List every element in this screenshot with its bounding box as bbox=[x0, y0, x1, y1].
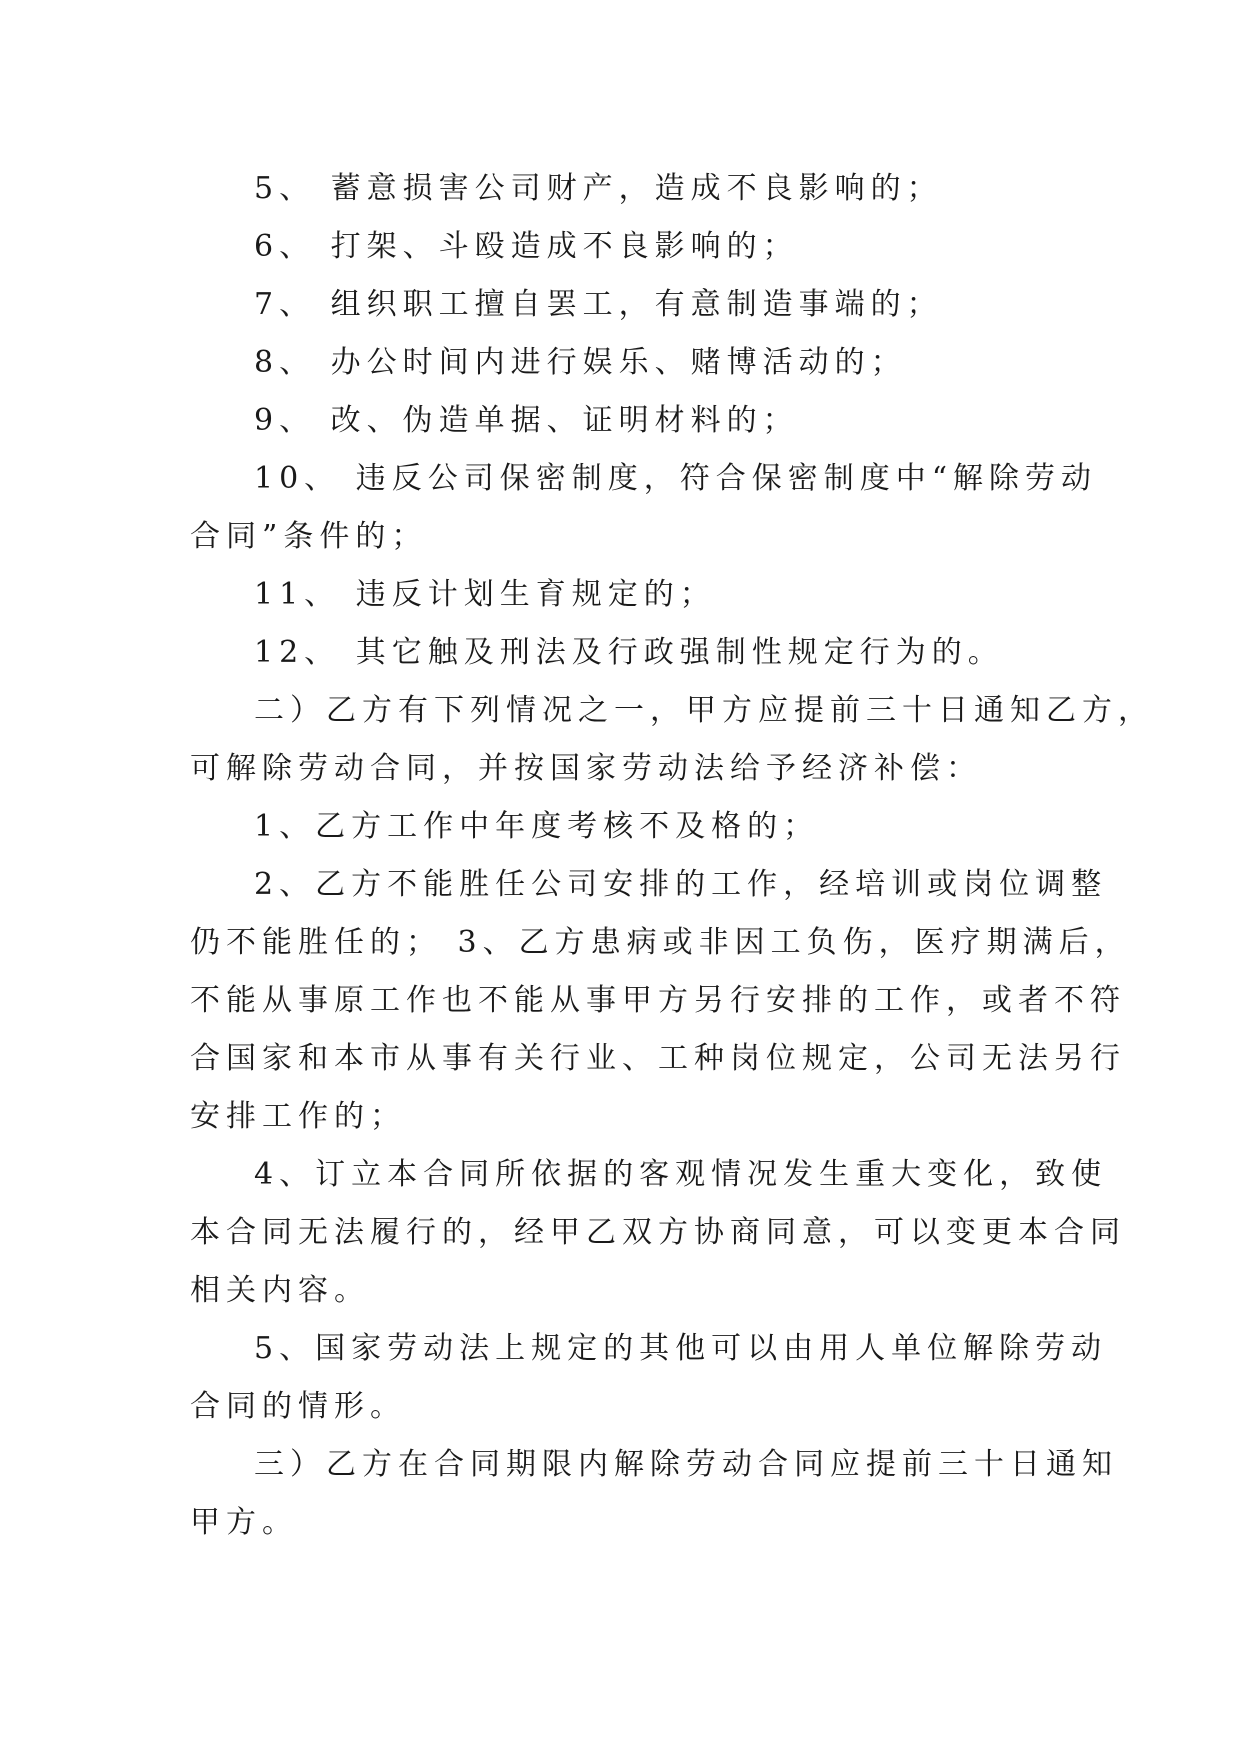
text-line-24: 甲方。 bbox=[190, 1505, 298, 1540]
text-line-15: 不能从事原工作也不能从事甲方另行安排的工作，或者不符 bbox=[190, 983, 1126, 1018]
text-line-2: 6、 打架、斗殴造成不良影响的； bbox=[254, 229, 799, 264]
text-line-8: 11、 违反计划生育规定的； bbox=[254, 577, 716, 612]
text-line-1: 5、 蓄意损害公司财产，造成不良影响的； bbox=[254, 171, 943, 206]
text-line-16: 合国家和本市从事有关行业、工种岗位规定，公司无法另行 bbox=[190, 1041, 1126, 1076]
text-line-21: 5、国家劳动法上规定的其他可以由用人单位解除劳动 bbox=[254, 1331, 1108, 1366]
text-line-7: 合同”条件的； bbox=[190, 519, 428, 554]
text-line-17: 安排工作的； bbox=[190, 1099, 406, 1134]
text-line-22: 合同的情形。 bbox=[190, 1389, 406, 1424]
text-line-4: 8、 办公时间内进行娱乐、赌博活动的； bbox=[254, 345, 907, 380]
text-line-14: 仍不能胜任的； 3、乙方患病或非因工负伤，医疗期满后， bbox=[190, 925, 1131, 960]
text-line-12: 1、乙方工作中年度考核不及格的； bbox=[254, 809, 820, 844]
text-line-13: 2、乙方不能胜任公司安排的工作，经培训或岗位调整 bbox=[254, 867, 1108, 902]
text-line-6: 10、 违反公司保密制度，符合保密制度中“解除劳动 bbox=[254, 461, 1098, 496]
text-line-3: 7、 组织职工擅自罢工，有意制造事端的； bbox=[254, 287, 943, 322]
text-line-10: 二）乙方有下列情况之一，甲方应提前三十日通知乙方， bbox=[254, 693, 1154, 728]
text-line-23: 三）乙方在合同期限内解除劳动合同应提前三十日通知 bbox=[254, 1447, 1118, 1482]
text-line-19: 本合同无法履行的，经甲乙双方协商同意，可以变更本合同 bbox=[190, 1215, 1126, 1250]
document-body bbox=[190, 160, 1154, 1552]
text-line-5: 9、 改、伪造单据、证明材料的； bbox=[254, 403, 799, 438]
text-line-18: 4、订立本合同所依据的客观情况发生重大变化，致使 bbox=[254, 1157, 1108, 1192]
text-line-20: 相关内容。 bbox=[190, 1273, 370, 1308]
text-line-11: 可解除劳动合同，并按国家劳动法给予经济补偿： bbox=[190, 751, 982, 786]
text-line-9: 12、 其它触及刑法及行政强制性规定行为的。 bbox=[254, 635, 1004, 670]
